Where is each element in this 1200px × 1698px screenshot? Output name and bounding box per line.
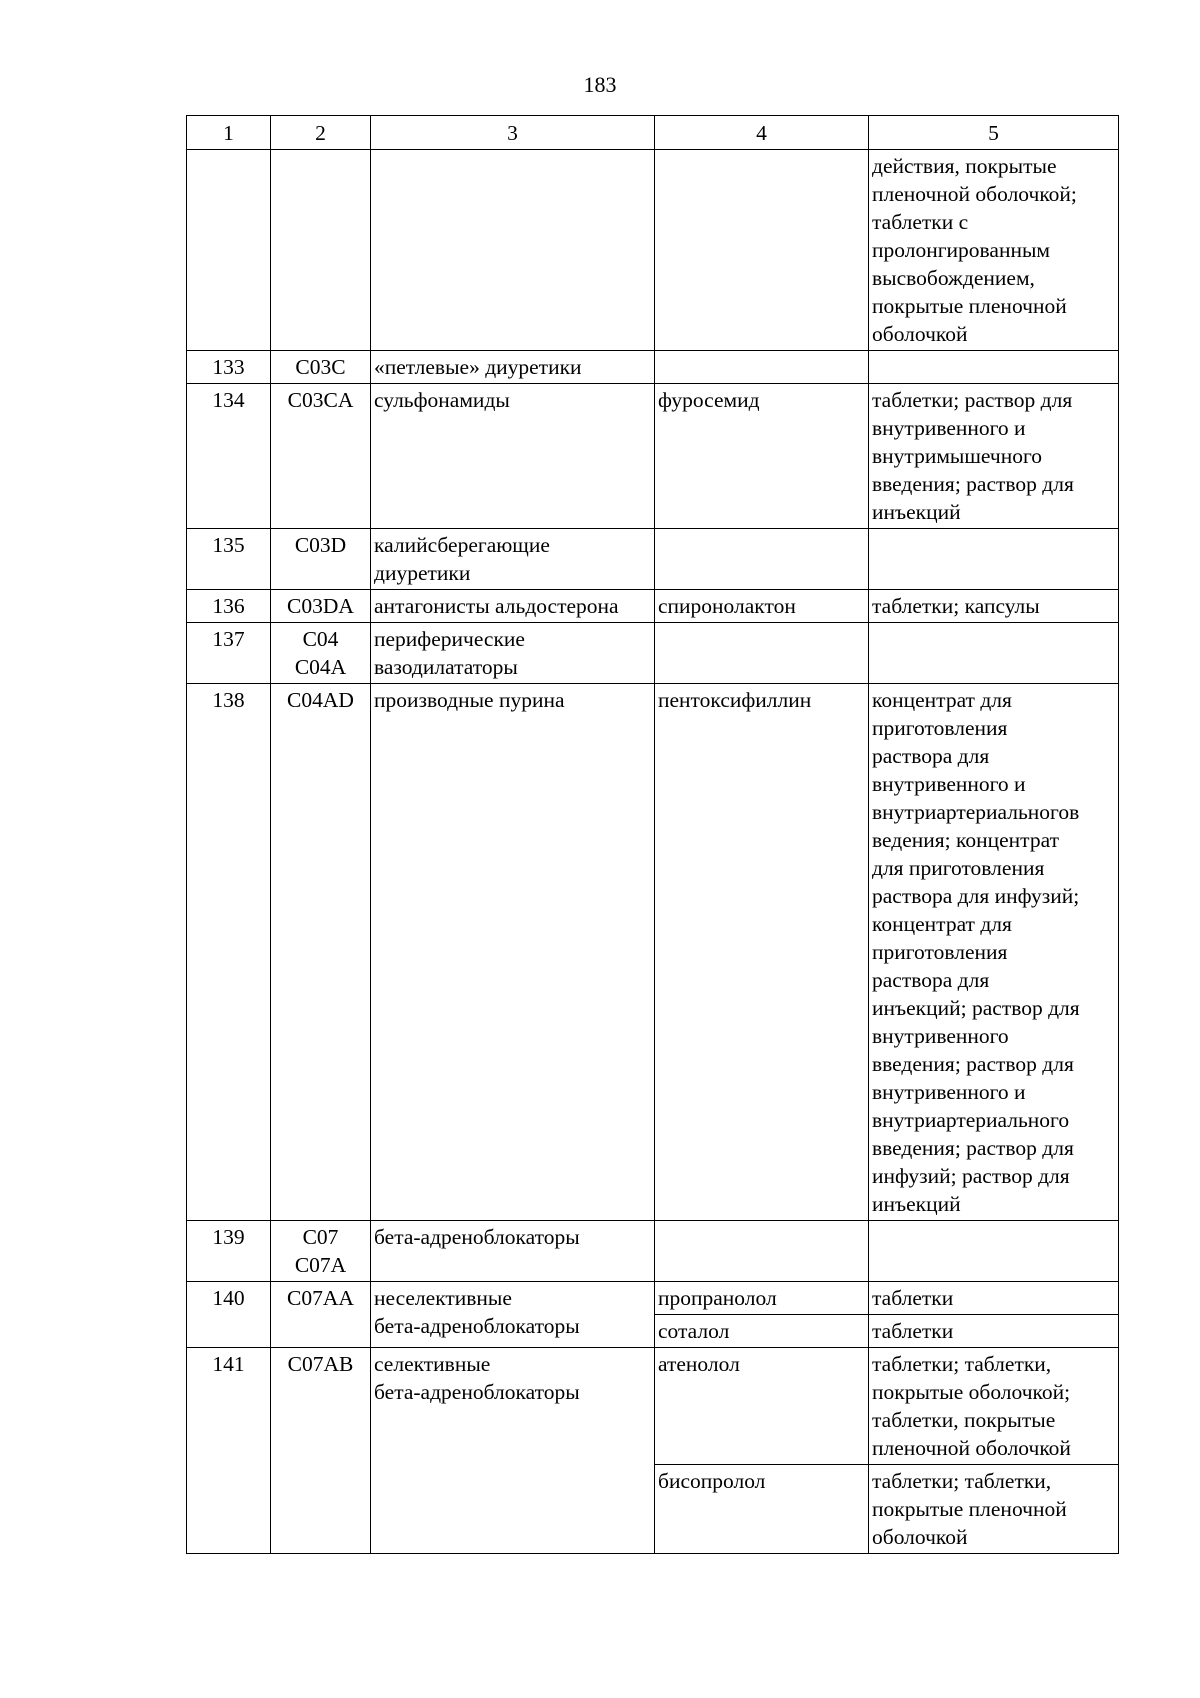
atc-code: C03DA xyxy=(271,590,371,623)
table-row-136 xyxy=(187,590,1119,623)
table-row-135 xyxy=(187,529,1119,590)
form-cell: таблетки; капсулы xyxy=(869,590,1119,623)
group-name: «петлевые» диуретики xyxy=(371,351,655,384)
drug-name: пентоксифиллин xyxy=(655,684,869,1221)
form-cell xyxy=(869,1221,1119,1282)
atc-code: C03C xyxy=(271,351,371,384)
row-number: 138 xyxy=(187,684,271,1221)
form-cell xyxy=(869,623,1119,684)
group-name: сульфонамиды xyxy=(371,384,655,529)
group-name: селективные бета-адреноблокаторы xyxy=(371,1348,655,1554)
header-cell-4: 4 xyxy=(655,116,869,150)
form-cell: таблетки xyxy=(869,1315,1119,1348)
table-row-140 xyxy=(187,1282,1119,1315)
drug-name: спиронолактон xyxy=(655,590,869,623)
table-row-137 xyxy=(187,623,1119,684)
table-row-134 xyxy=(187,384,1119,529)
atc-code: C04 C04A xyxy=(271,623,371,684)
drug-name: бисопролол xyxy=(655,1465,869,1554)
drug-name: соталол xyxy=(655,1315,869,1348)
drug-name xyxy=(655,351,869,384)
drug-name: пропранолол xyxy=(655,1282,869,1315)
drug-name: атенолол xyxy=(655,1348,869,1465)
table-row-continuation xyxy=(187,150,1119,351)
page-number: 183 xyxy=(583,72,617,97)
row-number: 141 xyxy=(187,1348,271,1554)
atc-code: C03D xyxy=(271,529,371,590)
form-cell: таблетки xyxy=(869,1282,1119,1315)
drug-table xyxy=(186,115,1119,1554)
form-cell xyxy=(869,351,1119,384)
atc-code: C07AA xyxy=(271,1282,371,1348)
atc-code: C04AD xyxy=(271,684,371,1221)
table-header-row xyxy=(187,116,1119,150)
header-cell-3: 3 xyxy=(371,116,655,150)
atc-code: C07 C07A xyxy=(271,1221,371,1282)
form-cell: таблетки; таблетки, покрытые пленочной оболочкой xyxy=(869,1465,1119,1554)
drug-name xyxy=(655,1221,869,1282)
row-number: 134 xyxy=(187,384,271,529)
row-number: 137 xyxy=(187,623,271,684)
table-row-133 xyxy=(187,351,1119,384)
header-cell-1: 1 xyxy=(187,116,271,150)
form-cell: концентрат для приготовления раствора для внутривенного и внутриартериальногов ведения; концентрат для приготовления раствора для инфузий; концентрат для приготовления раствора для инъекций; раствор для внутривенного введения; раствор для внутривенного и внутриартериального введения; раствор для инфузий; раствор для инъекций xyxy=(869,684,1119,1221)
group-name: периферические вазодилататоры xyxy=(371,623,655,684)
group-name: бета-адреноблокаторы xyxy=(371,1221,655,1282)
group-name: калийсберегающие диуретики xyxy=(371,529,655,590)
form-cell: таблетки; таблетки, покрытые оболочкой; таблетки, покрытые пленочной оболочкой xyxy=(869,1348,1119,1465)
row-number: 135 xyxy=(187,529,271,590)
group-name: антагонисты альдостерона xyxy=(371,590,655,623)
drug-name xyxy=(655,623,869,684)
row-number: 139 xyxy=(187,1221,271,1282)
form-cell xyxy=(869,529,1119,590)
form-cell: действия, покрытые пленочной оболочкой; таблетки с пролонгированным высвобождением, покрытые пленочной оболочкой xyxy=(869,150,1119,351)
row-number: 133 xyxy=(187,351,271,384)
header-cell-2: 2 xyxy=(271,116,371,150)
group-name: производные пурина xyxy=(371,684,655,1221)
atc-code: C03CA xyxy=(271,384,371,529)
form-cell: таблетки; раствор для внутривенного и внутримышечного введения; раствор для инъекций xyxy=(869,384,1119,529)
row-number: 140 xyxy=(187,1282,271,1348)
table-row-139 xyxy=(187,1221,1119,1282)
table-row-138 xyxy=(187,684,1119,1221)
drug-name: фуросемид xyxy=(655,384,869,529)
drug-name xyxy=(655,529,869,590)
atc-code: C07AB xyxy=(271,1348,371,1554)
row-number: 136 xyxy=(187,590,271,623)
group-name: неселективные бета-адреноблокаторы xyxy=(371,1282,655,1348)
header-cell-5: 5 xyxy=(869,116,1119,150)
table-row-141 xyxy=(187,1348,1119,1465)
